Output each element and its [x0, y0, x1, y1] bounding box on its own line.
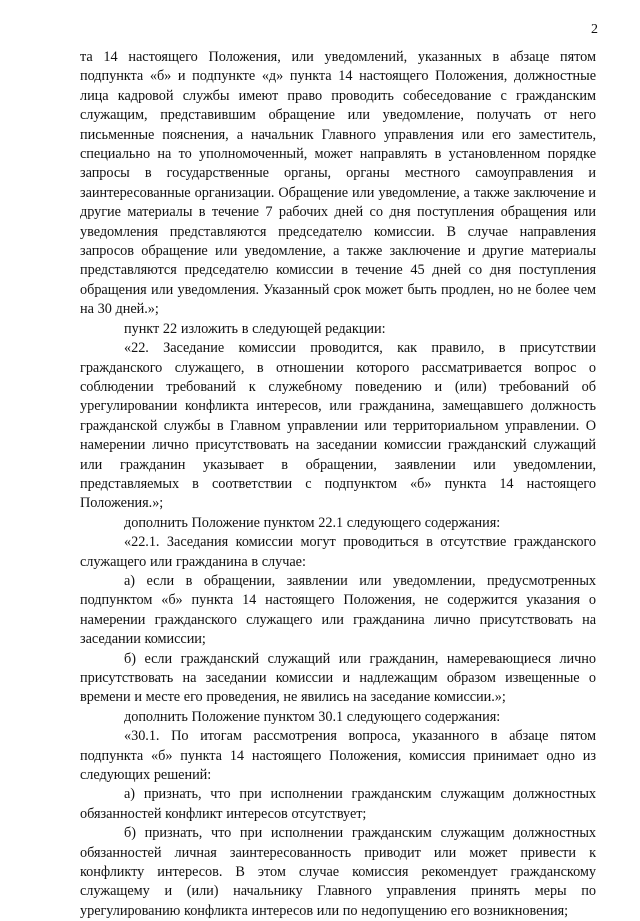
paragraph-add-30-1: дополнить Положение пунктом 30.1 следующего содержания: — [124, 708, 501, 725]
paragraph-decision-a: а) признать, что при исполнении гражданским служащим должностных обязанностей конфликт интересов отсутствует; — [80, 786, 596, 822]
paragraph-subpoint-a: а) если в обращении, заявлении или уведомлении, предусмотренных подпунктом «б» пункта 14 настоящего Положения, не содержится указания о намерении гражданского служащего или гражданина лично присутствовать на заседании комиссии; — [80, 572, 596, 648]
paragraph-add-22-1: дополнить Положение пунктом 22.1 следующего содержания: — [124, 514, 501, 531]
paragraph-point-30-1: «30.1. По итогам рассмотрения вопроса, указанного в абзаце пятом подпункта «б» пункта 14 настоящего Положения, комиссия принимает одно из следующих решений: — [80, 728, 596, 784]
paragraph-continuation: та 14 настоящего Положения, или уведомлений, указанных в абзаце пятом подпункта «б» и подпункте «д» пункта 14 настоящего Положения, должностные лица кадровой службы имеют право проводить собеседование с гражданским служащим, представившим обращение или уведомление, получать от него письменные пояснения, а начальник Главного управления или его заместитель, специально на то уполномоченный, может направлять в установленном порядке запросы в государственные органы, органы местного самоуправления и заинтересованные организации. Обращение или уведомление, а также заключение и другие материалы в течение 7 рабочих дней со дня поступления обращения или уведомления представляются председателю комиссии. В случае направления запросов обращение или уведомление, а также заключение и другие материалы представляются председателю комиссии в течение 45 дней со дня поступления обращения или уведомления. Указанный срок может быть продлен, но не более чем на 30 дней.»; — [80, 49, 596, 318]
document-body — [80, 48, 596, 921]
paragraph-amend-22: пункт 22 изложить в следующей редакции: — [124, 320, 386, 337]
paragraph-point-22-1: «22.1. Заседания комиссии могут проводиться в отсутствие гражданского служащего или гражданина в случае: — [80, 534, 596, 570]
paragraph-decision-b: б) признать, что при исполнении гражданским служащим должностных обязанностей личная заинтересованность приводит или может привести к конфликту интересов. В этом случае комиссия рекомендует гражданскому служащему и (или) начальнику Главного управления принять меры по урегулированию конфликта интересов или по недопущению его возникновения; — [80, 825, 596, 919]
paragraph-subpoint-b: б) если гражданский служащий или гражданин, намеревающиеся лично присутствовать на заседании комиссии и надлежащим образом извещенные о времени и месте его проведения, не явились на заседание комиссии.»; — [80, 650, 596, 706]
paragraph-point-22: «22. Заседание комиссии проводится, как правило, в присутствии гражданского служащего, в отношении которого рассматривается вопрос о соблюдении требований к служебному поведению и (или) требований об урегулировании конфликта интересов, или гражданина, замещавшего должность гражданской службы в Главном управлении или территориальном управлении. О намерении лично присутствовать на заседании комиссии гражданский служащий или гражданин указывает в обращении, заявлении или уведомлении, представляемых в соответствии с подпунктом «б» пункта 14 настоящего Положения.»; — [80, 340, 596, 512]
page-number: 2 — [591, 22, 598, 37]
